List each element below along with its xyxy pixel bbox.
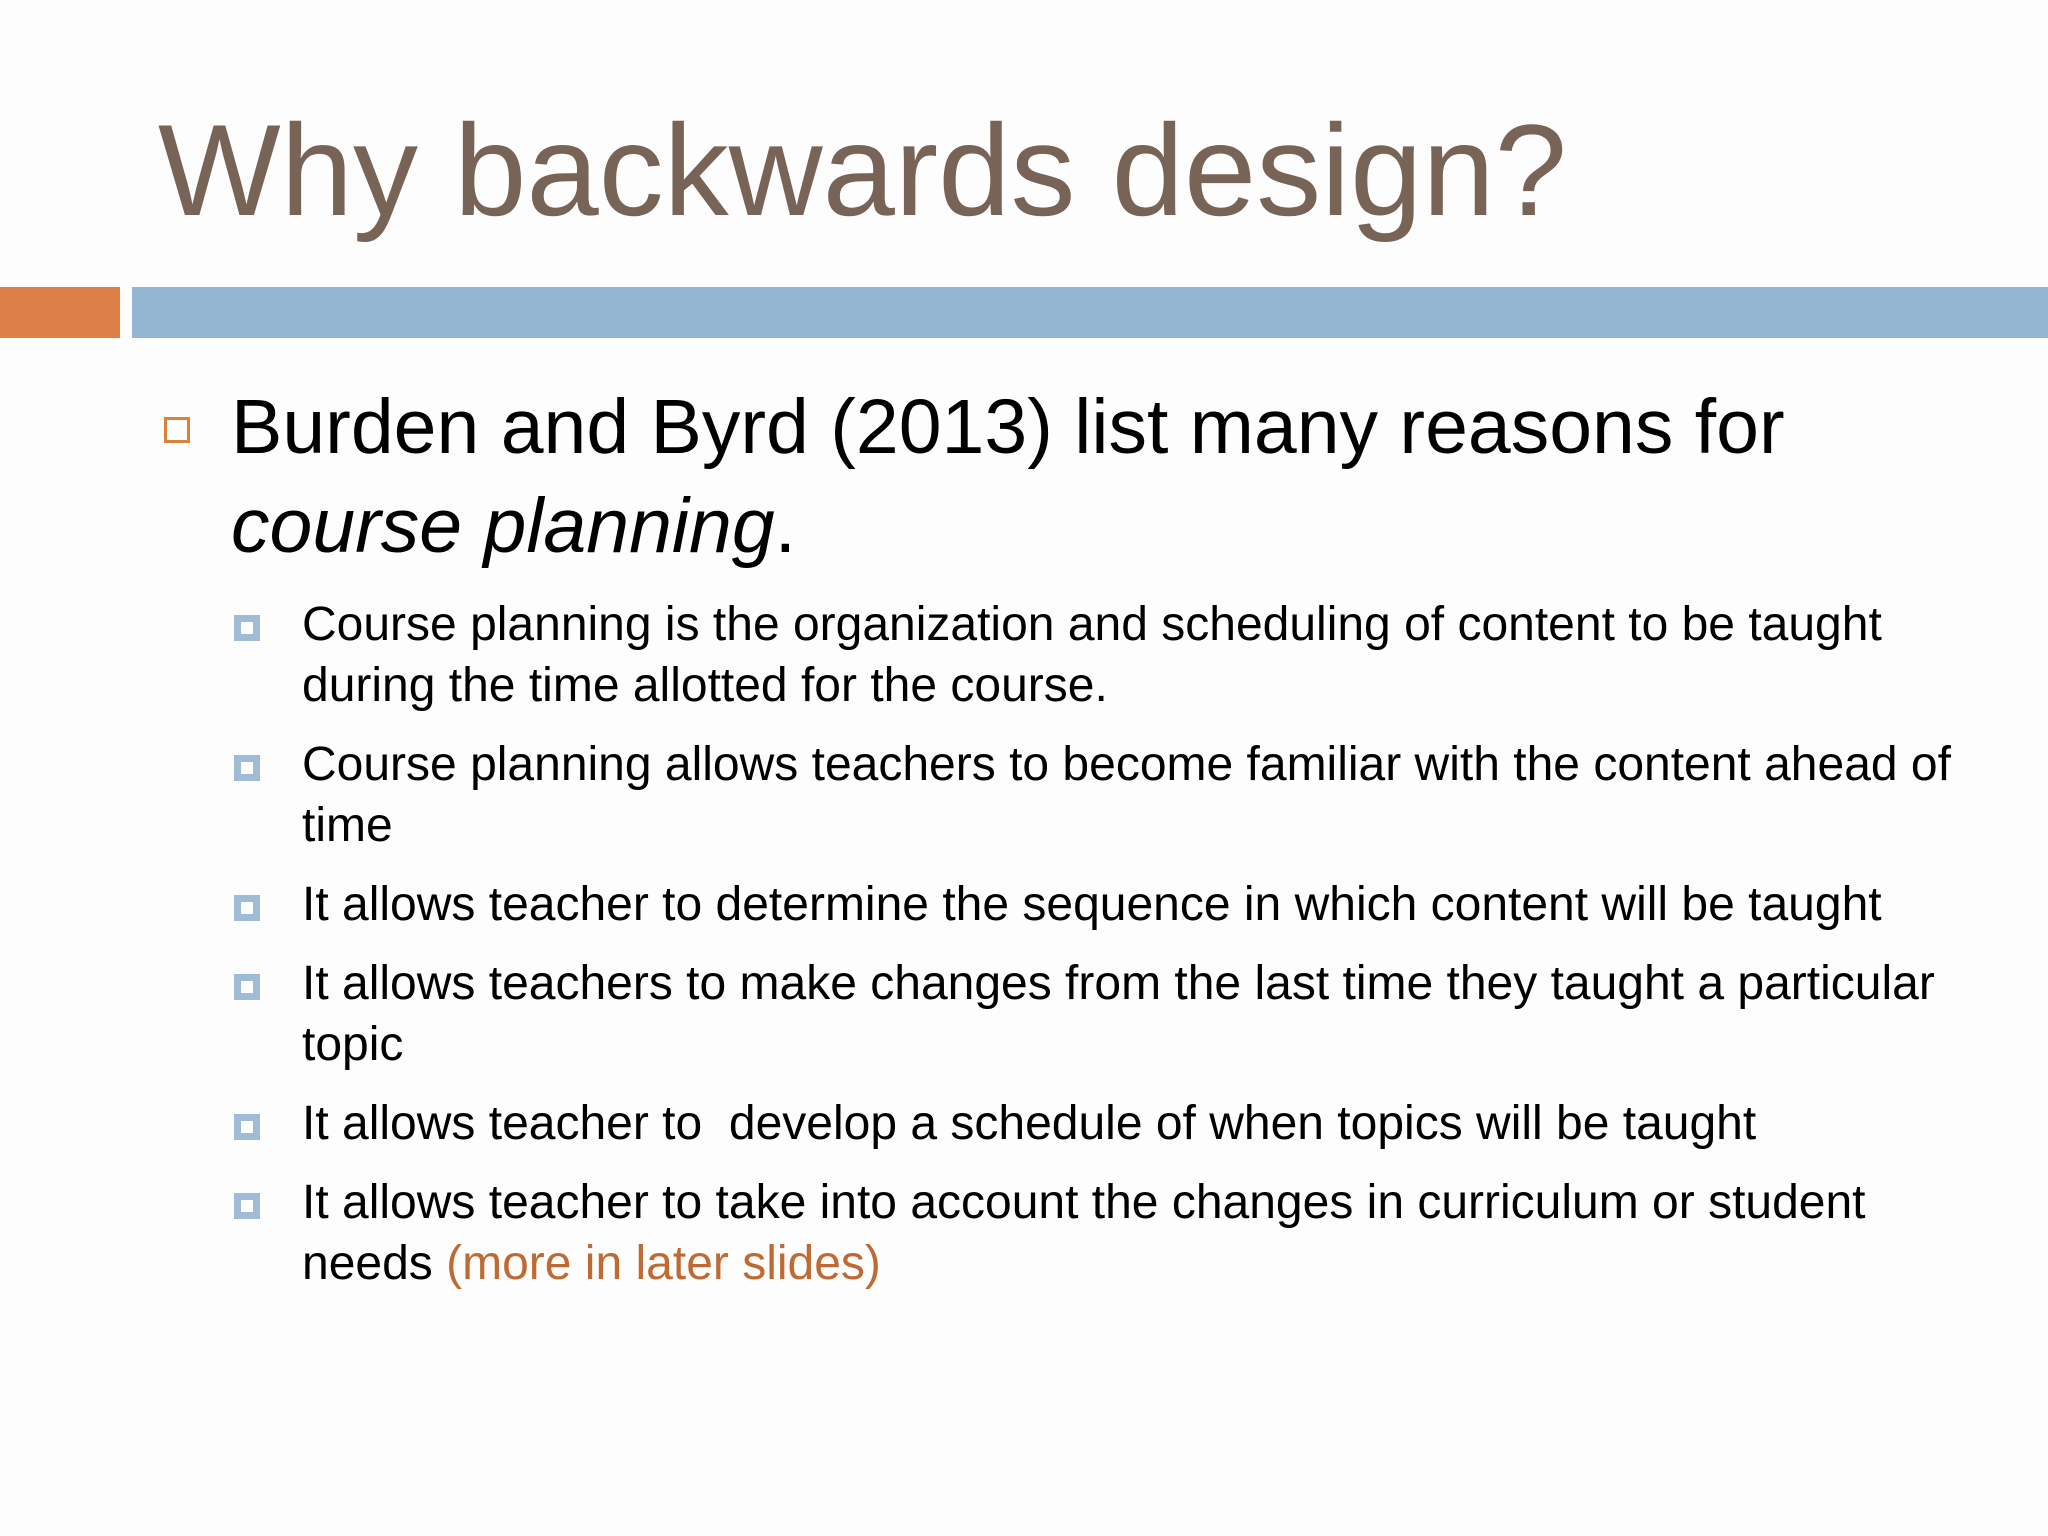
square-bullet-icon [234,1114,260,1140]
list-item [231,874,1960,935]
slide-content [160,378,1960,1312]
sub-bullet-list [231,594,1960,1294]
list-item-text: It allows teacher to take into account the changes in curriculum or student needs [302,1176,1866,1290]
accent-bar-orange [0,287,120,338]
list-item [231,953,1960,1075]
accent-bar-blue [132,287,2048,338]
main-point-end: . [774,483,797,569]
list-item [231,594,1960,716]
main-point-text: Burden and Byrd (2013) list many reasons for [231,384,1785,470]
slide-title: Why backwards design? [158,97,1567,243]
list-item-text: It allows teacher to develop a schedule of when topics will be taught [302,1097,1757,1150]
list-item [231,734,1960,856]
square-bullet-icon [234,755,260,781]
main-bullet-point [160,378,1960,576]
square-bullet-icon [234,974,260,1000]
square-bullet-icon [234,1193,260,1219]
list-item-text: It allows teachers to make changes from the last time they taught a particular topic [302,957,1935,1071]
square-bullet-icon [164,417,190,443]
main-point-emphasis: course planning [231,483,775,569]
list-item [231,1172,1960,1294]
list-item-text: Course planning allows teachers to become familiar with the content ahead of time [302,738,1951,852]
square-bullet-icon [234,615,260,641]
list-item-text: It allows teacher to determine the sequence in which content will be taught [302,878,1882,931]
later-slides-note: (more in later slides) [446,1237,881,1290]
square-bullet-icon [234,895,260,921]
list-item [231,1093,1960,1154]
list-item-text: Course planning is the organization and scheduling of content to be taught during the time allotted for the course. [302,598,1882,712]
